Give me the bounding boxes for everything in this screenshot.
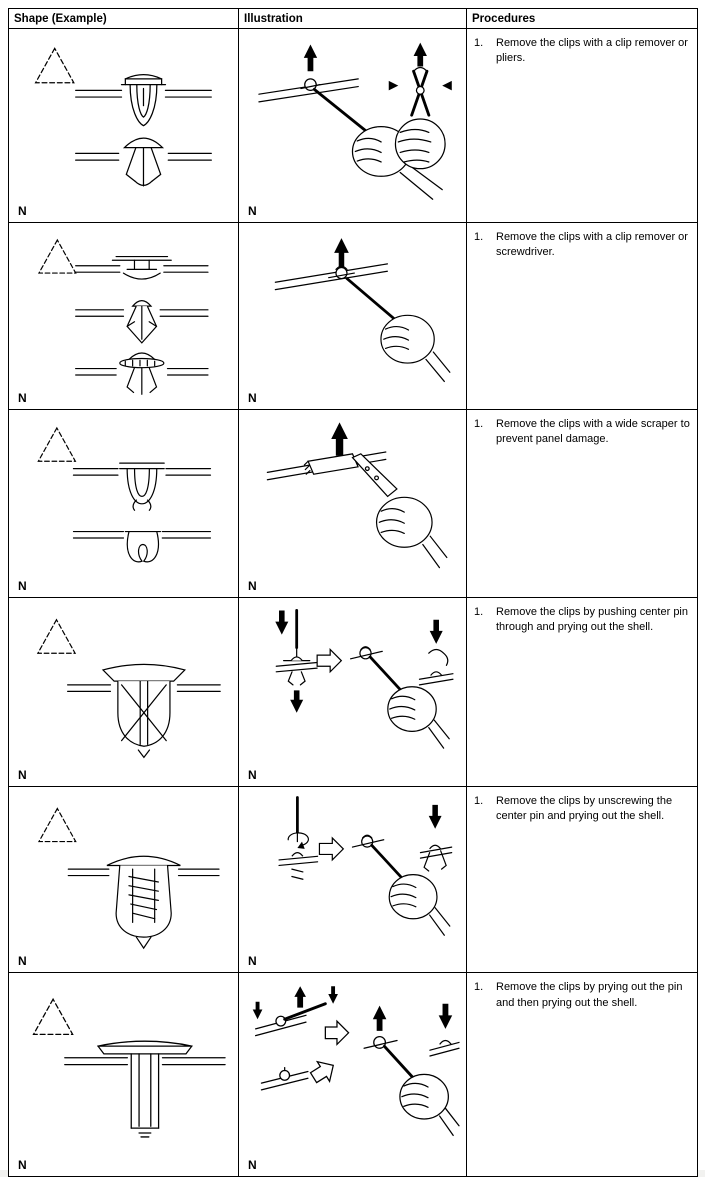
down-arrow-icon	[428, 805, 441, 829]
open-arrow-icon	[325, 1021, 348, 1044]
clip-drawing	[75, 256, 207, 394]
shape-cell-row4	[9, 597, 239, 786]
procedure-step	[467, 973, 697, 1011]
procedure-step	[467, 223, 697, 261]
clip-drawing	[73, 463, 210, 562]
procedure-cell-row1	[467, 29, 698, 223]
table-row	[9, 29, 698, 223]
clip-drawing	[67, 665, 220, 758]
table-row	[9, 223, 698, 410]
row2-illustration-drawing	[244, 229, 462, 403]
up-arrow-icon	[413, 42, 426, 66]
table-row	[9, 597, 698, 786]
down-arrow-icon	[275, 611, 288, 635]
warning-triangle-icon	[39, 809, 76, 842]
down-arrow-icon	[328, 987, 338, 1004]
row5-illustration-drawing	[244, 792, 462, 969]
row2-shape-drawing	[14, 229, 234, 403]
shape-cell-row6	[9, 973, 239, 1177]
table-row	[9, 786, 698, 973]
row4-illustration-drawing	[244, 603, 462, 780]
illustration-cell-row6	[239, 973, 467, 1177]
step-number: 1.	[474, 605, 484, 618]
row6-shape-drawing	[14, 979, 234, 1173]
open-arrow-icon	[319, 838, 343, 860]
illustration-cell-row4	[239, 597, 467, 786]
step-text: Remove the clips by unscrewing the center pin and prying out the shell.	[496, 794, 673, 823]
procedure-step	[467, 29, 697, 67]
down-arrow-icon	[252, 1002, 262, 1019]
shape-note-label: N	[18, 954, 27, 969]
open-arrow-icon	[307, 1056, 339, 1088]
unscrew-arrow-icon	[288, 833, 308, 849]
column-header-shape: Shape (Example)	[9, 9, 239, 29]
column-header-procedures: Procedures	[467, 9, 698, 29]
shape-cell-row1	[9, 29, 239, 223]
illustration-cell-row2	[239, 223, 467, 410]
warning-triangle-icon	[33, 1000, 72, 1035]
row1-shape-drawing	[14, 35, 234, 216]
illustration-note-label: N	[248, 954, 257, 969]
table-row	[9, 409, 698, 597]
row5-shape-drawing	[14, 792, 234, 969]
step-text: Remove the clips with a clip remover or pliers.	[496, 37, 688, 65]
up-arrow-icon	[334, 238, 349, 267]
procedure-cell-row6	[467, 973, 698, 1177]
shape-note-label: N	[18, 204, 27, 218]
step-text: Remove the clips with a wide scraper to prevent panel damage.	[496, 417, 690, 446]
row4-shape-drawing	[14, 603, 234, 780]
procedure-cell-row4	[467, 597, 698, 786]
pliers-drawing	[411, 67, 428, 115]
procedure-step	[467, 410, 697, 448]
hand-drawing	[387, 687, 448, 748]
hand-drawing	[395, 119, 445, 169]
column-header-illustration: Illustration	[239, 9, 467, 29]
hand-drawing	[381, 315, 450, 381]
down-arrow-icon	[290, 691, 303, 713]
procedure-cell-row5	[467, 786, 698, 973]
row6-illustration-drawing	[244, 979, 462, 1173]
step-number: 1.	[474, 37, 484, 49]
row1-illustration-drawing	[244, 35, 462, 216]
down-arrow-icon	[438, 1004, 452, 1029]
clip-drawing	[75, 74, 211, 185]
step-number: 1.	[474, 794, 484, 807]
illustration-note-label: N	[248, 1158, 257, 1173]
procedure-step	[467, 598, 697, 636]
row3-shape-drawing	[14, 415, 234, 591]
warning-triangle-icon	[38, 428, 75, 461]
procedure-cell-row2	[467, 223, 698, 410]
hand-drawing	[399, 1075, 458, 1136]
down-arrow-icon	[429, 620, 442, 644]
warning-triangle-icon	[35, 48, 73, 82]
clip-drawing	[68, 856, 219, 948]
step-number: 1.	[474, 981, 484, 994]
shape-cell-row5	[9, 786, 239, 973]
illustration-cell-row3	[239, 409, 467, 597]
illustration-note-label: N	[248, 767, 257, 782]
hand-drawing	[389, 875, 450, 936]
warning-triangle-icon	[39, 240, 76, 273]
step-text: Remove the clips by pushing center pin through and prying out the shell.	[496, 605, 688, 634]
shape-note-label: N	[18, 390, 27, 405]
illustration-cell-row1	[239, 29, 467, 223]
step-text: Remove the clips by prying out the pin and then prying out the shell.	[496, 981, 683, 1009]
illustration-note-label: N	[248, 204, 257, 218]
open-arrow-icon	[317, 650, 341, 672]
procedure-step	[467, 787, 697, 825]
up-arrow-icon	[303, 44, 316, 71]
illustration-cell-row5	[239, 786, 467, 973]
shape-note-label: N	[18, 1158, 27, 1173]
shape-cell-row2	[9, 223, 239, 410]
table-header-row	[9, 9, 698, 29]
hand-drawing	[428, 650, 447, 666]
step-text: Remove the clips with a clip remover or screwdriver.	[496, 231, 688, 259]
hand-drawing	[376, 498, 446, 568]
row3-illustration-drawing	[244, 415, 462, 591]
up-arrow-icon	[372, 1006, 386, 1031]
table-row	[9, 973, 698, 1177]
step-number: 1.	[474, 417, 484, 430]
shape-note-label: N	[18, 578, 27, 593]
procedure-cell-row3	[467, 409, 698, 597]
up-arrow-icon	[294, 987, 306, 1008]
illustration-note-label: N	[248, 390, 257, 405]
up-arrow-icon	[331, 423, 348, 456]
illustration-note-label: N	[248, 578, 257, 593]
warning-triangle-icon	[37, 620, 74, 653]
shape-note-label: N	[18, 767, 27, 782]
clip-drawing	[64, 1042, 224, 1138]
step-number: 1.	[474, 231, 484, 243]
clip-removal-table	[8, 8, 698, 1177]
shape-cell-row3	[9, 409, 239, 597]
